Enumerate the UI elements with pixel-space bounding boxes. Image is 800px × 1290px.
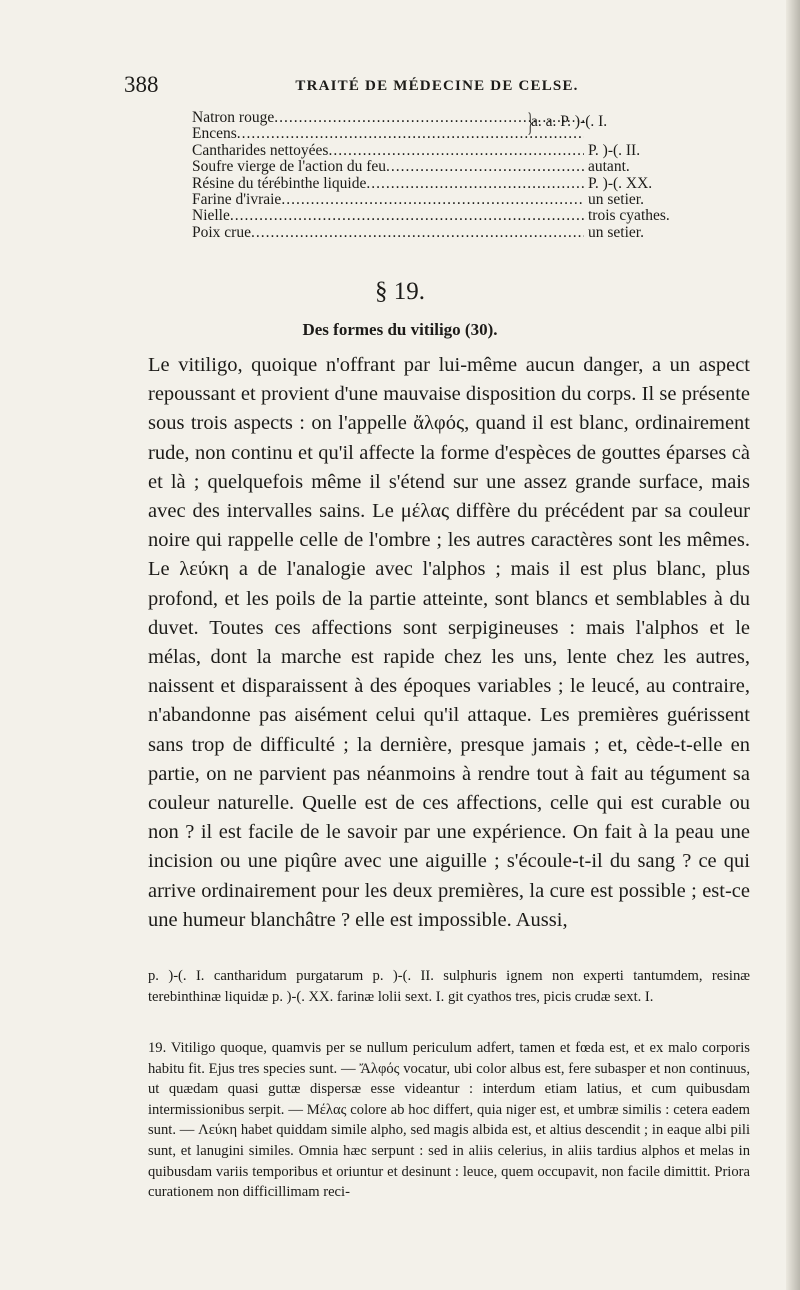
running-title: TRAITÉ DE MÉDECINE DE CELSE. bbox=[295, 78, 579, 94]
page-edge-shadow bbox=[786, 0, 800, 1290]
section-title: Des formes du vitiligo (30). bbox=[302, 320, 498, 339]
section-number: § 19. bbox=[375, 278, 425, 305]
leader-dots bbox=[386, 159, 584, 175]
page-header bbox=[124, 72, 750, 102]
recipe-row bbox=[192, 143, 692, 159]
brace-glyph: } bbox=[527, 108, 534, 137]
recipe-ingredient: Nielle bbox=[192, 208, 230, 225]
leader-dots bbox=[328, 143, 584, 159]
recipe-quantity: trois cyathes. bbox=[588, 208, 670, 225]
recipe-quantity: autant. bbox=[588, 159, 630, 176]
leader-dots bbox=[230, 208, 584, 224]
recipe-row bbox=[192, 110, 692, 126]
body-paragraph: Le vitiligo, quoique n'offrant par lui-même aucun danger, a un aspect repoussant et provient d'une mauvaise disposition du corps. Il se présente sous trois aspects : on l'appelle ἄλφός, quand il est blanc, ordinairement rude, non continu et qu'il affecte la forme d'espèces de gouttes éparses cà et là ; quelquefois même il s'étend sur une assez grande surface, mais avec des intervalles sains. Le μέλας diffère du précédent par sa couleur noire qui rappelle celle de l'ombre ; les autres caractères sont les mêmes. Le λεύκη a de l'analogie avec l'alphos ; mais il est plus blanc, plus profond, et les poils de la partie atteinte, sont blancs et semblables à du duvet. Toutes ces affections sont serpigineuses : mais l'alphos et le mélas, dont la marche est rapide chez les uns, lente chez les autres, naissent et disparaissent à des époques variables ; le leucé, au contraire, n'abandonne pas aisément celui qu'il attaque. Les premières guérissent sans trop de difficulté ; la dernière, presque jamais ; et, cède-t-elle en partie, on ne parvient pas néanmoins à rendre tout à fait au tégument sa couleur naturelle. Quelle est de ces affections, celle qui est curable ou non ? il est facile de le savoir par une expérience. On fait à la peau une incision ou une piqûre avec une aiguille ; s'écoule-t-il du sang ? ce qui arrive ordinairement pour les deux premières, la cure est possible ; est-ce une humeur blanchâtre ? elle est impossible. Aussi, bbox=[148, 354, 750, 931]
recipe-row bbox=[192, 126, 692, 142]
recipe-quantity: P. )-(. XX. bbox=[588, 175, 653, 192]
latin-recipe-text: p. )-(. I. cantharidum purgatarum p. )-(. II. sulphuris ignem non experti tantumdem, resinæ terebinthinæ liquidæ p. )-(. XX. farinæ lolii sext. I. git cyathos tres, picis crudæ sext. I. bbox=[148, 968, 750, 1005]
recipe-row bbox=[192, 159, 692, 175]
main-text bbox=[148, 351, 750, 935]
recipe-quantity: un setier. bbox=[588, 191, 644, 208]
brace-quantity: a. a. P. )-(. I. bbox=[531, 113, 608, 130]
recipe-ingredient: Cantharides nettoyées bbox=[192, 142, 329, 159]
page-number: 388 bbox=[124, 72, 159, 97]
recipe-row bbox=[192, 176, 692, 192]
recipe-row bbox=[192, 225, 692, 241]
recipe-quantity: P. )-(. II. bbox=[588, 142, 641, 159]
recipe-ingredient: Poix crue bbox=[192, 224, 251, 241]
leader-dots bbox=[366, 176, 584, 192]
latin-section-text: 19. Vitiligo quoque, quamvis per se nullum periculum adfert, tamen et fœda est, et ex malo corporis habitu fit. Ejus tres species sunt. — Ἄλφός vocatur, ubi color albus est, fere subasper et non continuus, ut quædam quasi guttæ dispersæ esse videantur : interdum etiam latius, et cum quibusdam intermissionibus serpit. — Μέλας colore ab hoc differt, quia niger est, et umbræ similis : cetera eadem sunt. — Λεύκη habet quiddam simile alpho, sed magis albida est, et altius descendit ; in eaque albi pili sunt, et lanugini similes. Omnia hæc serpunt : sed in aliis celerius, in aliis tardius alphos et melas in quibusdam variis temporibus et oriuntur et desinunt : leuce, quem occupavit, non facile dimittit. Priora curationem non difficillimam reci- bbox=[148, 1040, 750, 1201]
recipe-ingredient: Résine du térébinthe liquide bbox=[192, 175, 367, 192]
recipe-ingredient: Soufre vierge de l'action du feu bbox=[192, 159, 387, 176]
leader-dots bbox=[251, 225, 584, 241]
recipe-row bbox=[192, 208, 692, 224]
recipe-ingredient: Encens bbox=[192, 126, 237, 143]
leader-dots bbox=[281, 192, 584, 208]
recipe-quantity: un setier. bbox=[588, 224, 644, 241]
recipe-list bbox=[192, 110, 692, 241]
recipe-ingredient: Farine d'ivraie bbox=[192, 191, 282, 208]
recipe-ingredient: Natron rouge bbox=[192, 110, 275, 126]
recipe-row bbox=[192, 192, 692, 208]
